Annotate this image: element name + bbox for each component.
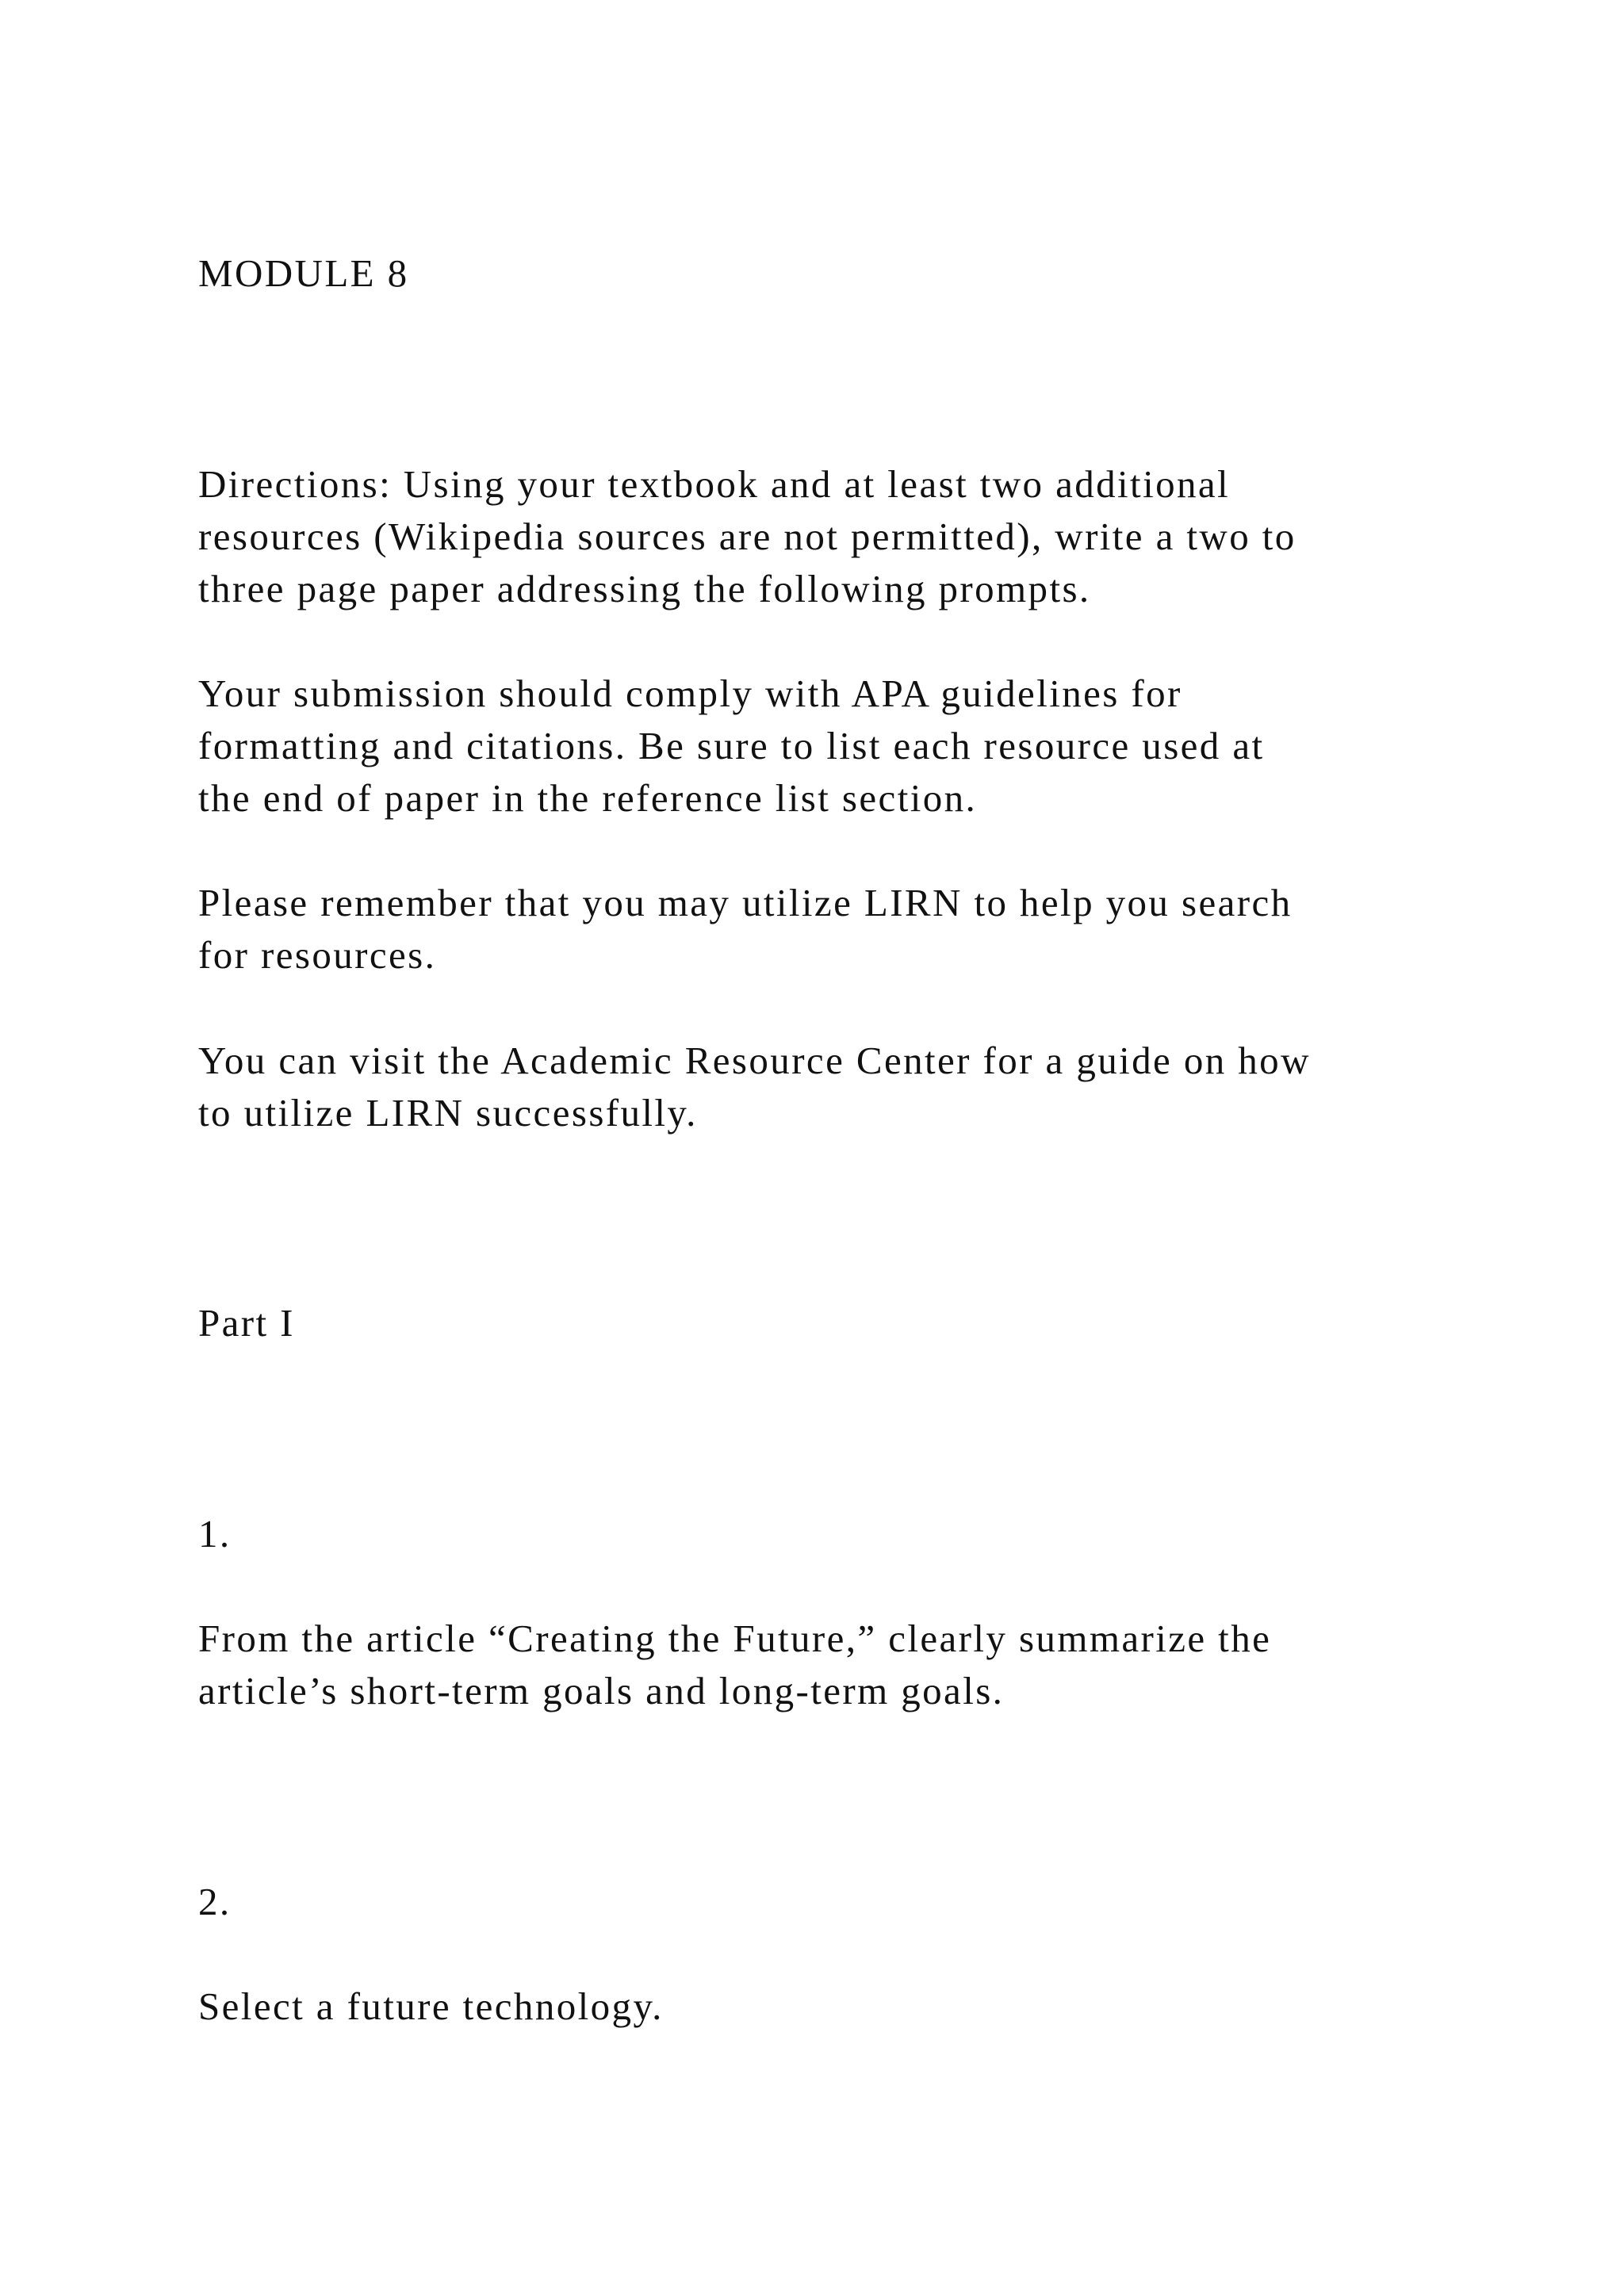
arc-line-2: to utilize LIRN successfully. — [198, 1091, 698, 1135]
apa-line-1: Your submission should comply with APA guidelines for — [198, 672, 1182, 715]
lirn-line-2: for resources. — [198, 933, 437, 977]
item-1-text-line-1: From the article “Creating the Future,” clearly summarize the — [198, 1617, 1272, 1660]
directions-line-2: resources (Wikipedia sources are not permitted), write a two to — [198, 515, 1297, 558]
directions-line-1: Directions: Using your textbook and at least two additional — [198, 462, 1231, 506]
item-1-number: 1. — [198, 1512, 232, 1556]
apa-line-3: the end of paper in the reference list section. — [198, 776, 978, 820]
lirn-line-1: Please remember that you may utilize LIRN to help you search — [198, 881, 1293, 924]
directions-line-3: three page paper addressing the following prompts. — [198, 567, 1091, 610]
item-2-number: 2. — [198, 1880, 232, 1923]
part-title: Part I — [198, 1301, 295, 1345]
arc-line-1: You can visit the Academic Resource Center for a guide on how — [198, 1039, 1311, 1082]
item-1-text-line-2: article’s short-term goals and long-term goals. — [198, 1669, 1005, 1712]
apa-line-2: formatting and citations. Be sure to list each resource used at — [198, 724, 1265, 767]
item-2-text: Select a future technology. — [198, 1984, 664, 2028]
module-heading: MODULE 8 — [198, 251, 409, 295]
